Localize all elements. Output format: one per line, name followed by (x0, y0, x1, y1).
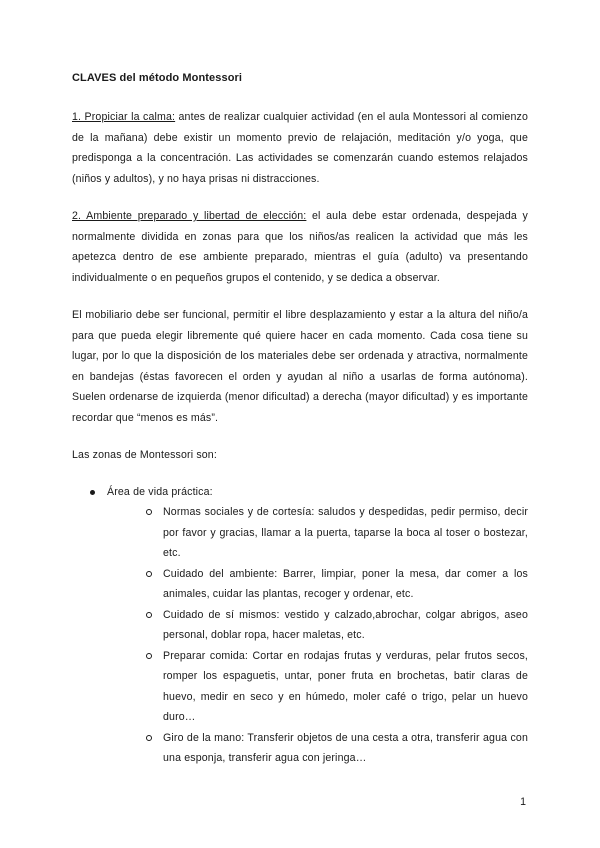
furniture-paragraph: El mobiliario debe ser funcional, permitir el libre desplazamiento y estar a la altura del niño/a para que pueda elegir libremente qué quiere hacer en cada momento. Cada cosa tiene su lugar, por lo que la disposición de los materiales debe ser ordenada y atractiva, normalmente en bandejas (éstas favorecen el orden y ayudan al niño a usarlas de forma autónoma). Suelen ordenarse de izquierda (menor dificultad) a derecha (mayor dificultad) y es importante recordar que “menos es más”. (72, 309, 528, 424)
zone-label: Área de vida práctica: (107, 485, 213, 498)
bullet-circle-icon (146, 509, 152, 515)
zone-subitem-text: Cuidado del ambiente: Barrer, limpiar, poner la mesa, dar comer a los animales, cuidar las plantas, recoger y ordenar, etc. (163, 567, 528, 600)
zones-intro: Las zonas de Montessori son: (72, 449, 217, 461)
section-2-text: el aula debe estar ordenada, despejada y normalmente dividida en zonas para que los niños/as realicen la actividad que más les apetezca dentro de ese ambiente preparado, mientras el guía (adulto) va presentando individualmente o en pequeños grupos el contenido, y se dedica a observar. (72, 210, 528, 284)
zones-list (72, 482, 528, 769)
page-number: 1 (520, 796, 526, 808)
bullet-circle-icon (146, 653, 152, 659)
bullet-circle-icon (146, 612, 152, 618)
bullet-circle-icon (146, 735, 152, 741)
zone-subitem-text: Normas sociales y de cortesía: saludos y despedidas, pedir permiso, decir por favor y gracias, llamar a la puerta, taparse la boca al toser o bostezar, etc. (163, 506, 528, 559)
bullet-circle-icon (146, 571, 152, 577)
zone-item (90, 482, 528, 769)
bullet-disc-icon (90, 490, 95, 495)
zone-subitem (146, 502, 528, 564)
document-title: CLAVES del método Montessori (72, 72, 243, 84)
zone-subitem (146, 564, 528, 605)
zone-subitem (146, 646, 528, 728)
section-1-heading: 1. Propiciar la calma: (72, 111, 176, 123)
zone-subitem-text: Giro de la mano: Transferir objetos de una cesta a otra, transferir agua con una esponja, transferir agua con jeringa… (163, 731, 528, 764)
section-1-paragraph (72, 107, 528, 189)
zone-subitems (107, 502, 528, 769)
zone-subitem-text: Cuidado de sí mismos: vestido y calzado,abrochar, colgar abrigos, aseo personal, doblar ropa, hacer maletas, etc. (163, 608, 528, 641)
zone-subitem (146, 605, 528, 646)
zone-subitem (146, 728, 528, 769)
section-2-heading: 2. Ambiente preparado y libertad de elección: (72, 210, 307, 222)
zone-subitem-text: Preparar comida: Cortar en rodajas frutas y verduras, pelar frutos secos, romper los espaguetis, untar, poner fruta en brochetas, batir claras de huevo, medir en seco y en húmedo, moler café o trigo, pelar un huevo duro… (163, 649, 528, 723)
section-1-text: antes de realizar cualquier actividad (en el aula Montessori al comienzo de la mañana) debe existir un momento previo de relajación, meditación y/o yoga, que predisponga a la concentración. Las actividades se comenzarán cuando estemos relajados (niños y adultos), y no haya prisas ni distracciones. (72, 111, 528, 185)
section-2-paragraph (72, 206, 528, 288)
